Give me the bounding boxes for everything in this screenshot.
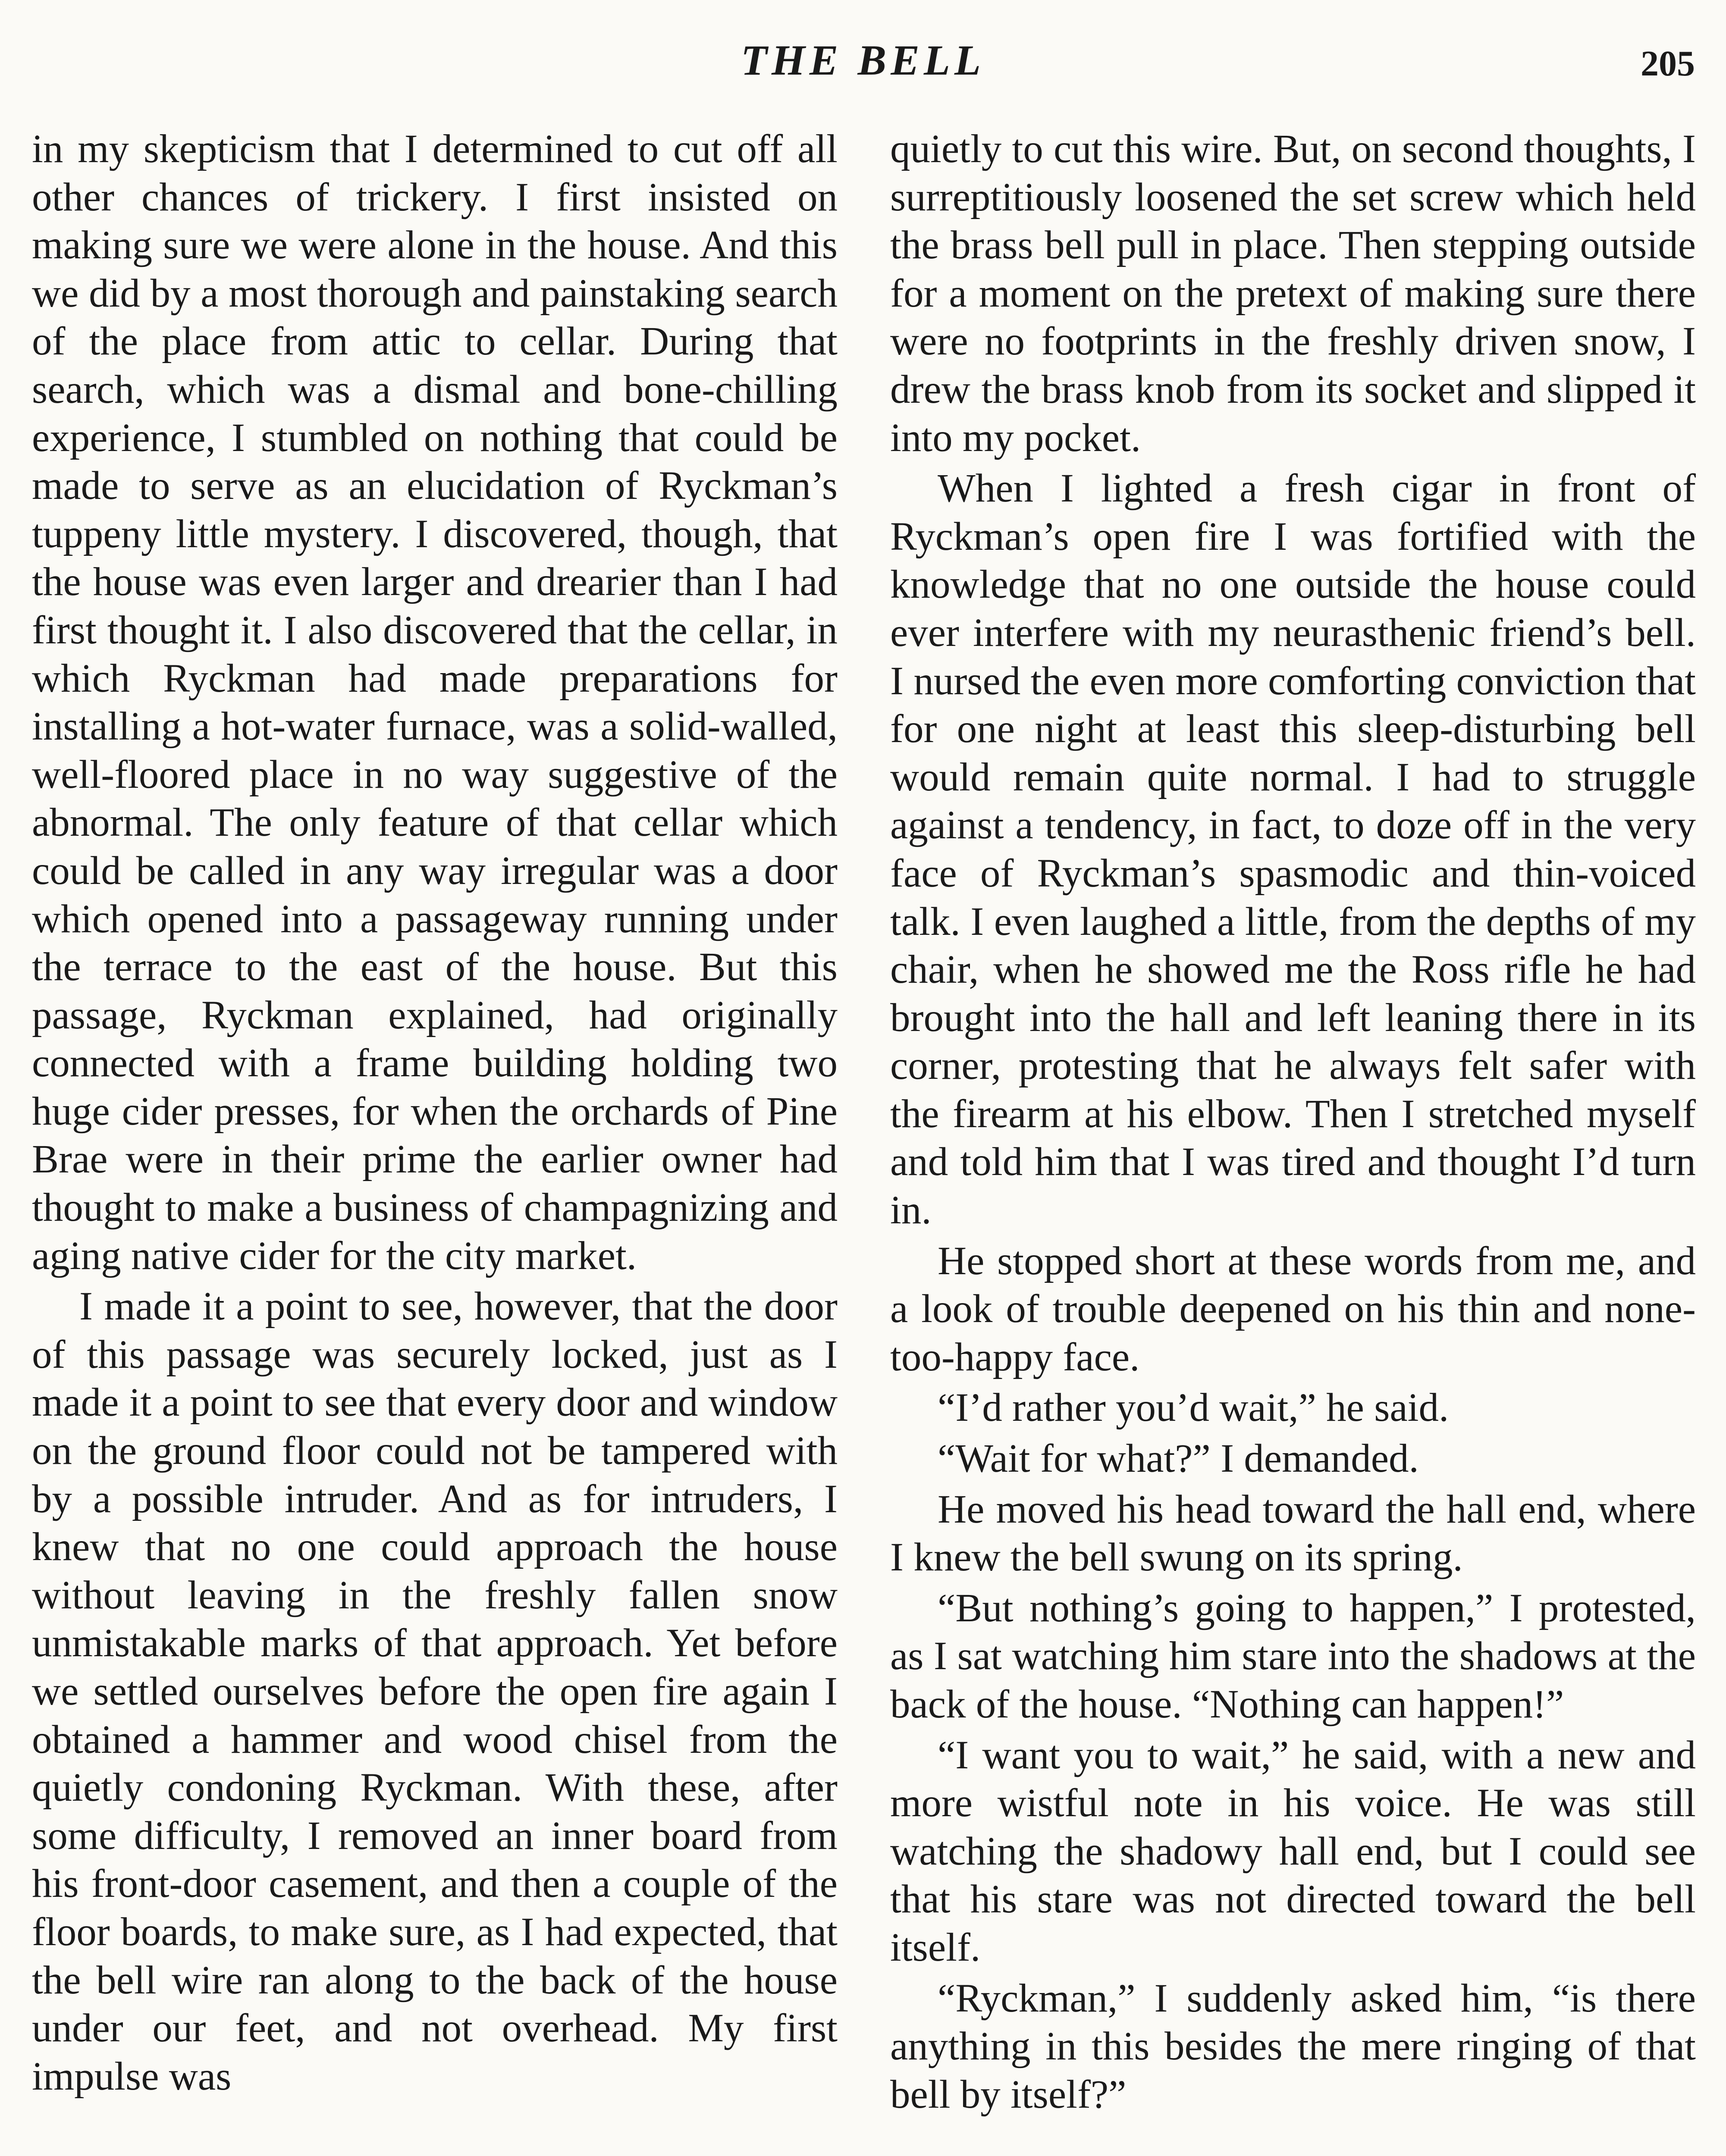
page-number: 205 <box>1641 44 1695 84</box>
paragraph: “Wait for what?” I demanded. <box>938 1436 1419 1481</box>
paragraph: quietly to cut this wire. But, on second thoughts, I surreptitiously loosened the set screw which held the brass bell pull in place. Then stepping outside for a moment on the pretext of making sure there were no footprints in the freshly driven snow, I drew the brass knob from its socket and slipped it into my pocket. <box>890 127 1696 460</box>
paragraph: “I’d rather you’d wait,” he said. <box>938 1385 1449 1430</box>
paragraph: When I lighted a fresh cigar in front of Ryckman’s open fire I was fortified with the knowledge that no one outside the house could ever interfere with my neurasthenic friend’s bell. I nursed the even more comforting conviction that for one night at least this sleep-disturbing bell would remain quite normal. I had to struggle against a tendency, in fact, to doze off in the very face of Ryckman’s spasmodic and thin-voiced talk. I even laughed a little, from the depths of my chair, when he showed me the Ross rifle he had brought into the hall and left leaning there in its corner, protesting that he always felt safer with the firearm at his elbow. Then I stretched myself and told him that I was tired and thought I’d turn in. <box>890 466 1696 1233</box>
paragraph: “But nothing’s going to happen,” I protested, as I sat watching him stare into the shadows at the back of the house. “Nothing can happen!” <box>890 1586 1696 1727</box>
paragraph: “I want you to wait,” he said, with a new and more wistful note in his voice. He was still watching the shadowy hall end, but I could see that his stare was not directed toward the bell itself. <box>890 1733 1696 1970</box>
running-header <box>0 30 1726 91</box>
paragraph: in my skepticism that I determined to cut off all other chances of trickery. I first insisted on making sure we were alone in the house. And this we did by a most thorough and painstaking search of the place from attic to cellar. During that search, which was a dismal and bone-chilling experience, I stumbled on nothing that could be made to serve as an elucidation of Ryckman’s tuppeny little mystery. I discovered, though, that the house was even larger and drearier than I had first thought it. I also discovered that the cellar, in which Ryckman had made preparations for installing a hot-water furnace, was a solid-walled, well-floored place in no way suggestive of the abnormal. The only feature of that cellar which could be called in any way irregular was a door which opened into a passageway running under the terrace to the east of the house. But this passage, Ryckman explained, had originally connected with a frame building holding two huge cider presses, for when the orchards of Pine Brae were in their prime the earlier owner had thought to make a business of champagnizing and aging native cider for the city market. <box>32 127 838 1278</box>
paragraph: “Ryckman,” I suddenly asked him, “is there anything in this besides the mere ringing of that bell by itself?” <box>890 1976 1696 2117</box>
paragraph: He stopped short at these words from me, and a look of trouble deepened on his thin and none-too-happy face. <box>890 1238 1696 1379</box>
paragraph: I made it a point to see, however, that the door of this passage was securely locked, just as I made it a point to see that every door and window on the ground floor could not be tampered with by a possible intruder. And as for intruders, I knew that no one could approach the house without leaving in the freshly fallen snow unmistakable marks of that approach. Yet before we settled ourselves before the open fire again I obtained a hammer and wood chisel from the quietly condoning Ryckman. With these, after some difficulty, I removed an inner board from his front-door casement, and then a couple of the floor boards, to make sure, as I had expected, that the bell wire ran along to the back of the house under our feet, and not overhead. My first impulse was <box>32 1284 838 2099</box>
paragraph: He moved his head toward the hall end, where I knew the bell swung on its spring. <box>890 1487 1696 1580</box>
right-column <box>890 125 1696 2156</box>
text-columns <box>32 125 1696 2156</box>
left-column <box>32 125 838 2156</box>
running-title: THE BELL <box>741 36 985 84</box>
